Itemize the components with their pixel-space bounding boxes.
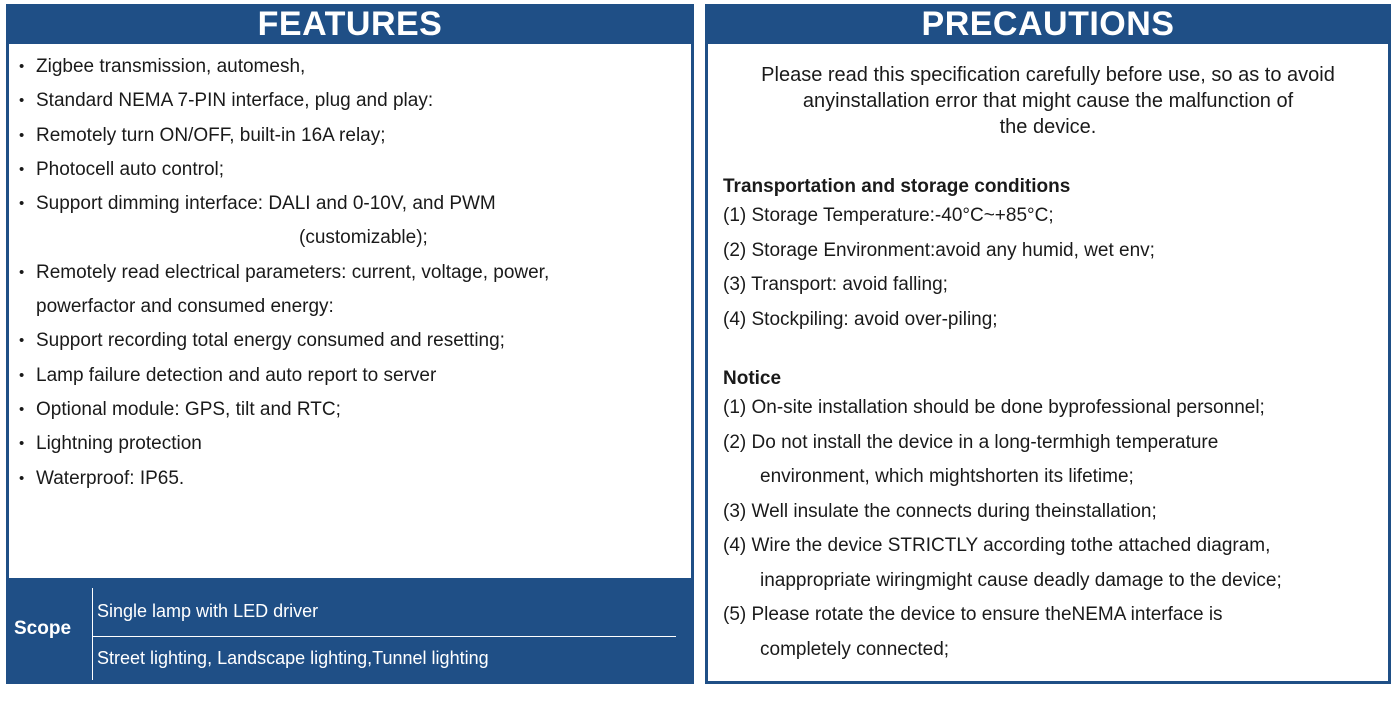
scope-divider-vertical (92, 588, 93, 680)
notice-heading: Notice (723, 368, 782, 389)
precautions-intro (708, 62, 1388, 140)
transport-item: (2) Storage Environment:avoid any humid, wet env; (723, 239, 1155, 261)
features-list (9, 44, 691, 496)
precautions-body (708, 44, 1388, 681)
feature-item: • Lightning protection (19, 427, 691, 461)
intro-line: Please read this specification carefully before use, so as to avoid (761, 64, 1335, 86)
feature-item: • Remotely read electrical parameters: current, voltage, power, (19, 256, 691, 290)
feature-item: • Support recording total energy consumed and resetting; (19, 324, 691, 358)
scope-item: Single lamp with LED driver (97, 601, 319, 621)
notice-list (723, 391, 1282, 667)
notice-item: (4) Wire the device STRICTLY according tothe attached diagram, (723, 535, 1271, 556)
intro-line: the device. (999, 116, 1097, 138)
features-body (9, 44, 691, 578)
feature-item: • Standard NEMA 7-PIN interface, plug and play: (19, 84, 691, 118)
feature-item: • Waterproof: IP65. (19, 462, 691, 496)
feature-item-continuation: powerfactor and consumed energy: (36, 296, 334, 318)
transport-item: (4) Stockpiling: avoid over-piling; (723, 308, 998, 330)
transport-item: (3) Transport: avoid falling; (723, 274, 948, 295)
feature-item: • Zigbee transmission, automesh, (19, 50, 691, 84)
precautions-panel (705, 4, 1391, 684)
transport-list (723, 199, 1155, 337)
precautions-title: PRECAUTIONS (921, 5, 1175, 43)
intro-line: anyinstallation error that might cause the malfunction of (802, 90, 1294, 112)
notice-item-continuation: environment, which mightshorten its lifetime; (760, 466, 1134, 487)
feature-item: • Lamp failure detection and auto report to server (19, 359, 691, 393)
features-panel (6, 4, 694, 684)
feature-item: • Remotely turn ON/OFF, built-in 16A relay; (19, 119, 691, 153)
scope-divider-horizontal (92, 636, 676, 637)
feature-item-continuation: (customizable); (299, 227, 428, 249)
feature-item: • Photocell auto control; (19, 153, 691, 187)
transport-heading: Transportation and storage conditions (723, 176, 1071, 197)
notice-item: (3) Well insulate the connects during theinstallation; (723, 500, 1157, 522)
notice-item: (5) Please rotate the device to ensure theNEMA interface is (723, 604, 1223, 625)
notice-item-continuation: inappropriate wiringmight cause deadly damage to the device; (760, 569, 1282, 591)
features-title: FEATURES (257, 5, 443, 43)
scope-item: Street lighting, Landscape lighting,Tunnel lighting (97, 648, 489, 668)
notice-item-continuation: completely connected; (760, 638, 950, 660)
notice-item: (2) Do not install the device in a long-termhigh temperature (723, 431, 1219, 453)
scope-label: Scope (14, 618, 72, 639)
feature-item: • Optional module: GPS, tilt and RTC; (19, 393, 691, 427)
notice-item: (1) On-site installation should be done byprofessional personnel; (723, 397, 1265, 418)
transport-item: (1) Storage Temperature:-40°C~+85°C; (723, 205, 1054, 226)
feature-item: • Support dimming interface: DALI and 0-10V, and PWM (19, 187, 691, 221)
